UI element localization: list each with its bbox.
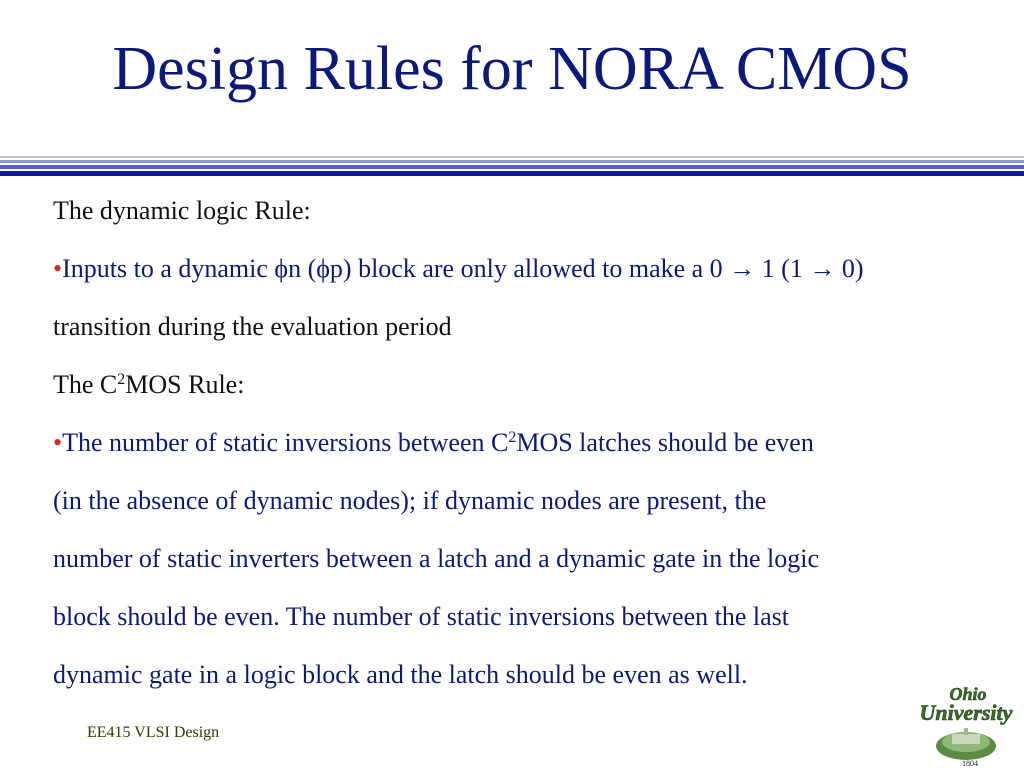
bullet-marker: • [53,254,63,283]
slide-title: Design Rules for NORA CMOS [112,35,912,103]
dynamic-rule-text: Inputs to a dynamic ϕn (ϕp) block are only allowed to make a 0 → 1 (1 → 0) [62,254,864,283]
ohio-university-logo [908,676,1024,768]
c2mos-rule-bullet [53,414,1013,472]
title-divider [0,156,1024,180]
c2mos-bullet-line1-pre: The number of static inversions between C [62,428,509,457]
bullet-marker: • [53,428,63,457]
c2mos-bullet-line1-sup: 2 [508,429,517,446]
dynamic-rule-continuation: transition during the evaluation period [53,312,452,341]
logo-line1: Ohio [949,684,987,704]
c2mos-bullet-line2: (in the absence of dynamic nodes); if dynamic nodes are present, the [53,486,767,515]
c2mos-bullet-line4: block should be even. The number of static inversions between the last [53,602,789,631]
footer-course-label: EE415 VLSI Design [87,724,220,741]
c2mos-heading-sup: 2 [117,371,126,388]
c2mos-bullet-line1-post: MOS latches should be even [516,428,814,457]
dynamic-rule-bullet [53,240,1013,298]
c2mos-heading-pre: The C [53,370,118,399]
logo-year: 1804 [962,759,978,768]
slide-body [53,182,1013,704]
logo-building [952,734,980,744]
logo-line2: University [919,700,1013,725]
dynamic-rule-heading: The dynamic logic Rule: [53,196,311,225]
c2mos-bullet-line5: dynamic gate in a logic block and the latch should be even as well. [53,660,748,689]
c2mos-bullet-line3: number of static inverters between a latch and a dynamic gate in the logic [53,544,819,573]
logo-tower [964,728,968,735]
c2mos-rule-heading [53,356,1013,414]
c2mos-heading-post: MOS Rule: [125,370,245,399]
